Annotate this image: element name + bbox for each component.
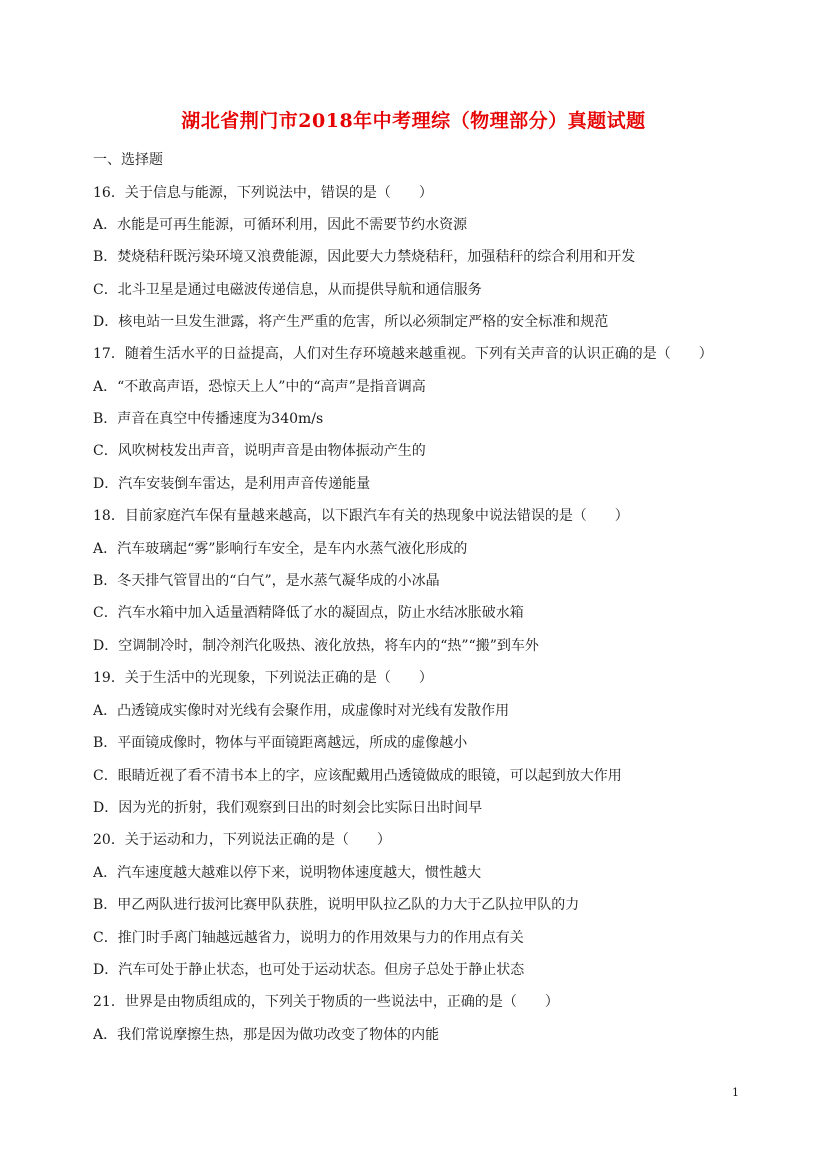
question-18-option-d: D．空调制冷时，制冷剂汽化吸热、液化放热，将车内的“热”“搬”到车外 — [93, 638, 539, 654]
question-16-option-d: D．核电站一旦发生泄露，将产生严重的危害，所以必须制定严格的安全标准和规范 — [93, 314, 609, 330]
question-17-option-a: A．“不敢高声语，恐惊天上人”中的“高声”是指音调高 — [93, 379, 426, 395]
question-18-option-b: B．冬天排气管冒出的“白气”，是水蒸气凝华成的小冰晶 — [93, 573, 440, 589]
section-heading: 一、选择题 — [93, 152, 163, 168]
question-20-option-d: D．汽车可处于静止状态，也可处于运动状态。但房子总处于静止状态 — [93, 962, 525, 978]
question-16-option-a: A．水能是可再生能源，可循环利用，因此不需要节约水资源 — [93, 217, 468, 233]
question-21-option-a: A．我们常说摩擦生热，那是因为做功改变了物体的内能 — [93, 1027, 440, 1043]
question-stem-18: 18．目前家庭汽车保有量越来越高，以下跟汽车有关的热现象中说法错误的是（ ） — [93, 508, 629, 524]
question-stem-20: 20．关于运动和力，下列说法正确的是（ ） — [93, 832, 391, 848]
question-19-option-c: C．眼睛近视了看不清书本上的字，应该配戴用凸透镜做成的眼镜，可以起到放大作用 — [93, 768, 622, 784]
question-19-option-b: B．平面镜成像时，物体与平面镜距离越远，所成的虚像越小 — [93, 735, 468, 751]
page-number: 1 — [732, 1086, 739, 1099]
question-18-option-c: C．汽车水箱中加入适量酒精降低了水的凝固点，防止水结冰胀破水箱 — [93, 605, 524, 621]
question-19-option-d: D．因为光的折射，我们观察到日出的时刻会比实际日出时间早 — [93, 800, 483, 816]
question-16-option-c: C．北斗卫星是通过电磁波传递信息，从而提供导航和通信服务 — [93, 282, 482, 298]
document-title: 湖北省荆门市2018年中考理综（物理部分）真题试题 — [181, 110, 646, 132]
question-16-option-b: B．焚烧秸秆既污染环境又浪费能源，因此要大力禁烧秸秆，加强秸秆的综合利用和开发 — [93, 249, 636, 265]
question-stem-17: 17．随着生活水平的日益提高，人们对生存环境越来越重视。下列有关声音的认识正确的是（ ） — [93, 346, 713, 362]
question-stem-16: 16．关于信息与能源，下列说法中，错误的是（ ） — [93, 185, 433, 201]
question-17-option-b: B．声音在真空中传播速度为340m/s — [93, 411, 324, 427]
question-stem-19: 19．关于生活中的光现象，下列说法正确的是（ ） — [93, 670, 433, 686]
question-18-option-a: A．汽车玻璃起“雾”影响行车安全，是车内水蒸气液化形成的 — [93, 541, 468, 557]
question-20-option-a: A．汽车速度越大越难以停下来，说明物体速度越大，惯性越大 — [93, 865, 482, 881]
question-20-option-c: C．推门时手离门轴越远越省力，说明力的作用效果与力的作用点有关 — [93, 930, 524, 946]
question-19-option-a: A．凸透镜成实像时对光线有会聚作用，成虚像时对光线有发散作用 — [93, 703, 510, 719]
question-17-option-d: D．汽车安装倒车雷达，是利用声音传递能量 — [93, 476, 371, 492]
question-20-option-b: B．甲乙两队进行拔河比赛甲队获胜，说明甲队拉乙队的力大于乙队拉甲队的力 — [93, 897, 580, 913]
question-stem-21: 21．世界是由物质组成的，下列关于物质的一些说法中，正确的是（ ） — [93, 994, 559, 1010]
question-17-option-c: C．风吹树枝发出声音，说明声音是由物体振动产生的 — [93, 443, 426, 459]
